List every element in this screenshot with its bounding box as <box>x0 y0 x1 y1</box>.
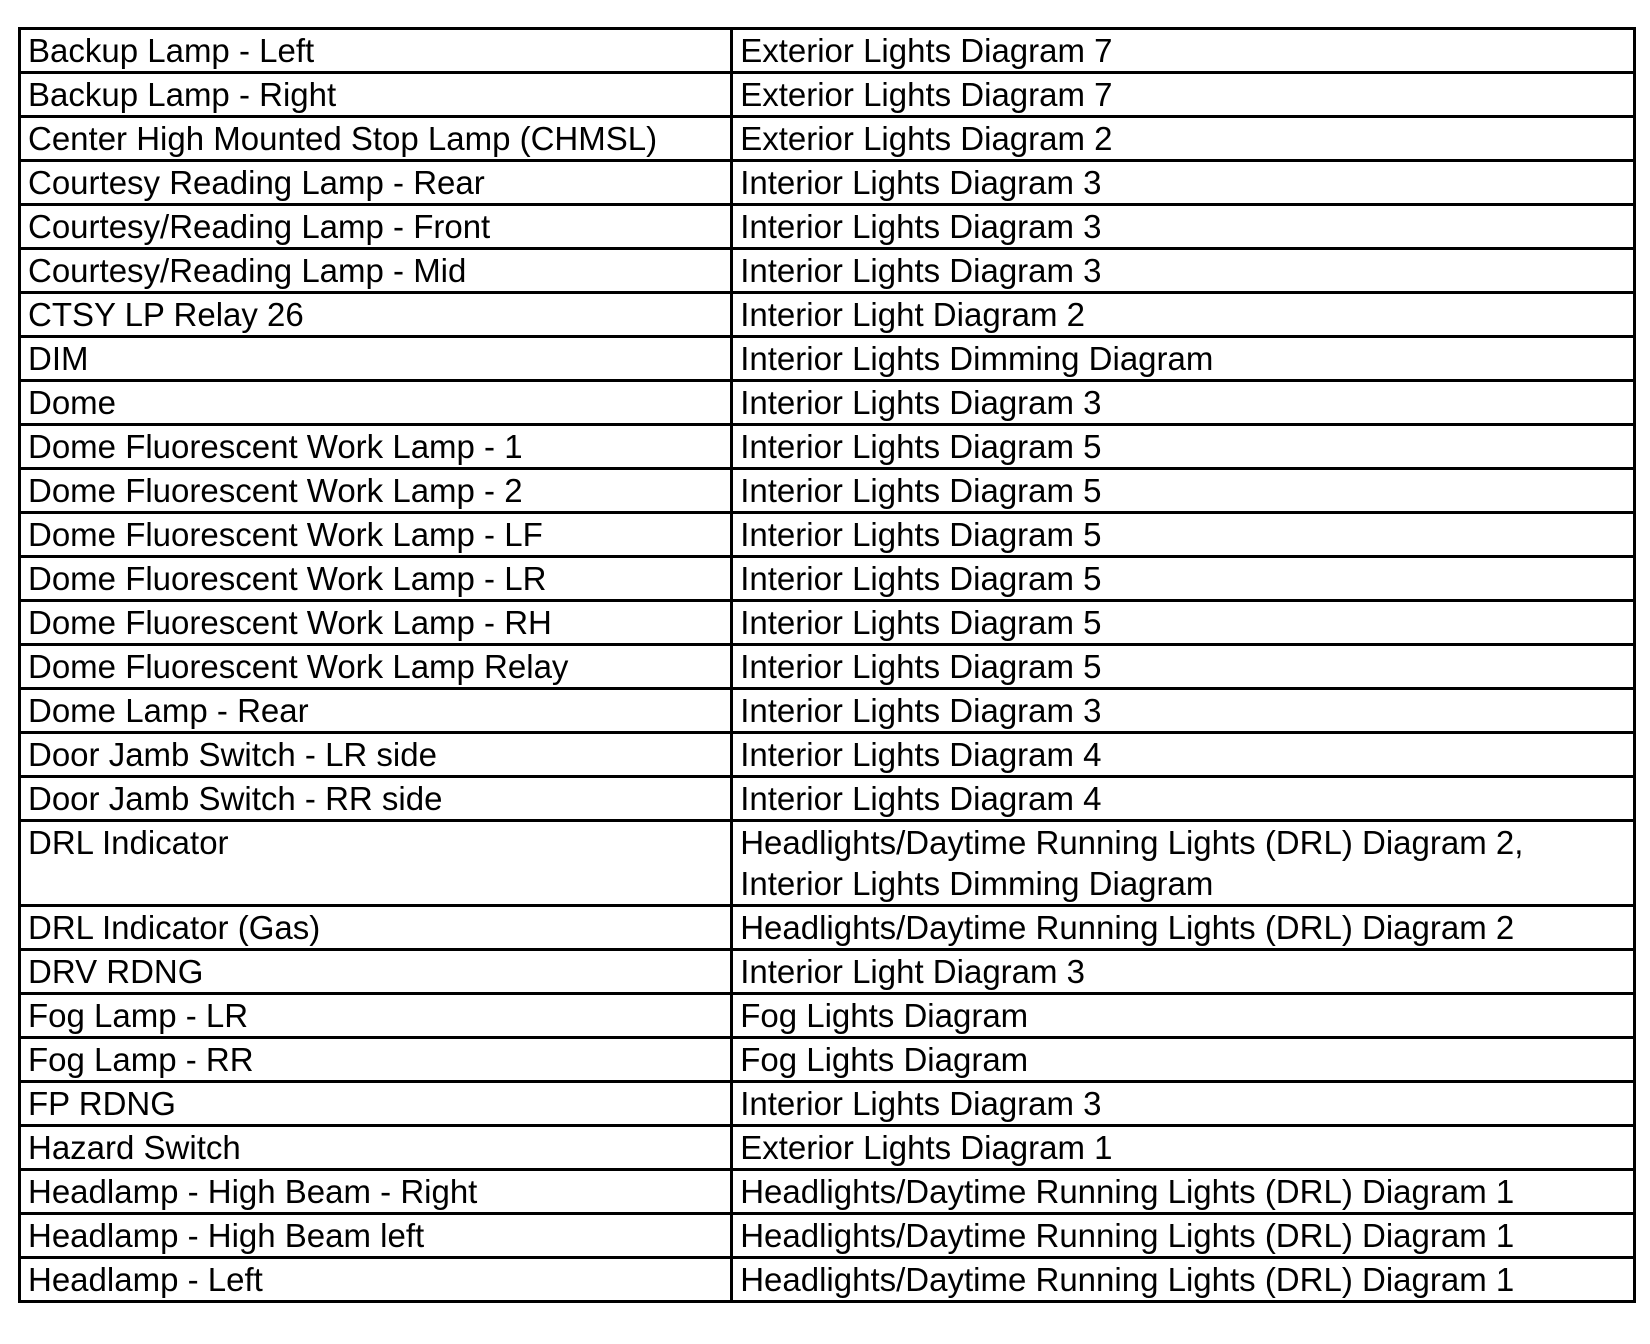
table-row <box>20 293 1635 337</box>
location-cell <box>732 733 1635 777</box>
component-cell <box>20 161 732 205</box>
table-row <box>20 249 1635 293</box>
location-text: Interior Lights Diagram 4 <box>740 736 1102 773</box>
table-row <box>20 1170 1635 1214</box>
component-name: Courtesy/Reading Lamp - Front <box>28 208 491 245</box>
component-cell <box>20 29 732 73</box>
component-name: Dome Lamp - Rear <box>28 692 309 729</box>
location-text: Interior Lights Diagram 3 <box>740 208 1102 245</box>
location-cell <box>732 73 1635 117</box>
location-cell <box>732 337 1635 381</box>
location-cell <box>732 601 1635 645</box>
table-row <box>20 1038 1635 1082</box>
component-name: Dome Fluorescent Work Lamp - RH <box>28 604 552 641</box>
component-name: Backup Lamp - Right <box>28 76 337 113</box>
table-row <box>20 906 1635 950</box>
location-text: Interior Lights Diagram 3 <box>740 1085 1102 1122</box>
component-cell <box>20 994 732 1038</box>
table-row <box>20 513 1635 557</box>
component-name: DRL Indicator <box>28 824 229 861</box>
component-name: Courtesy Reading Lamp - Rear <box>28 164 485 201</box>
table-row <box>20 601 1635 645</box>
location-text: Exterior Lights Diagram 7 <box>740 32 1113 69</box>
location-cell <box>732 950 1635 994</box>
component-name: Dome Fluorescent Work Lamp - LR <box>28 560 547 597</box>
component-cell <box>20 1038 732 1082</box>
component-name: Courtesy/Reading Lamp - Mid <box>28 252 467 289</box>
component-cell <box>20 601 732 645</box>
component-cell <box>20 513 732 557</box>
location-text: Interior Lights Diagram 5 <box>740 560 1102 597</box>
table-row <box>20 469 1635 513</box>
component-cell <box>20 821 732 906</box>
table-row <box>20 645 1635 689</box>
table-row <box>20 821 1635 906</box>
component-name: Dome <box>28 384 117 421</box>
component-name: Dome Fluorescent Work Lamp Relay <box>28 648 569 685</box>
table-row <box>20 73 1635 117</box>
table-row <box>20 733 1635 777</box>
component-cell <box>20 337 732 381</box>
location-cell <box>732 777 1635 821</box>
component-cell <box>20 733 732 777</box>
location-text: Interior Lights Diagram 3 <box>740 164 1102 201</box>
component-cell <box>20 381 732 425</box>
location-cell <box>732 1258 1635 1302</box>
location-text: Headlights/Daytime Running Lights (DRL) Diagram 2 <box>740 909 1515 946</box>
component-cell <box>20 117 732 161</box>
table-row <box>20 425 1635 469</box>
component-name: DRL Indicator (Gas) <box>28 909 321 946</box>
table-row <box>20 1258 1635 1302</box>
location-cell <box>732 689 1635 733</box>
component-name: Fog Lamp - RR <box>28 1041 254 1078</box>
table-row <box>20 1082 1635 1126</box>
location-text: Interior Lights Diagram 5 <box>740 648 1102 685</box>
component-cell <box>20 645 732 689</box>
location-text: Exterior Lights Diagram 2 <box>740 120 1113 157</box>
component-cell <box>20 906 732 950</box>
location-cell <box>732 1214 1635 1258</box>
location-text: Headlights/Daytime Running Lights (DRL) Diagram 1 <box>740 1217 1515 1254</box>
component-cell <box>20 777 732 821</box>
component-cell <box>20 293 732 337</box>
component-cell <box>20 950 732 994</box>
table-row <box>20 1214 1635 1258</box>
table-row <box>20 29 1635 73</box>
component-name: Backup Lamp - Left <box>28 32 315 69</box>
component-cell <box>20 205 732 249</box>
table-body <box>20 29 1635 1302</box>
table-row <box>20 994 1635 1038</box>
location-text: Fog Lights Diagram <box>740 1041 1029 1078</box>
table-row <box>20 1126 1635 1170</box>
location-text: Interior Lights Diagram 5 <box>740 516 1102 553</box>
table-row <box>20 381 1635 425</box>
table-row <box>20 337 1635 381</box>
location-text: Interior Light Diagram 2 <box>740 296 1086 333</box>
table-row <box>20 557 1635 601</box>
component-name: Fog Lamp - LR <box>28 997 249 1034</box>
location-cell <box>732 1038 1635 1082</box>
location-cell <box>732 205 1635 249</box>
component-name: Door Jamb Switch - LR side <box>28 736 437 773</box>
location-text: Headlights/Daytime Running Lights (DRL) Diagram 1 <box>740 1173 1515 1210</box>
location-text: Interior Lights Diagram 5 <box>740 472 1102 509</box>
table-row <box>20 205 1635 249</box>
component-cell <box>20 1214 732 1258</box>
component-name: DRV RDNG <box>28 953 204 990</box>
location-cell <box>732 513 1635 557</box>
component-cell <box>20 1082 732 1126</box>
location-cell <box>732 821 1635 906</box>
location-cell <box>732 161 1635 205</box>
component-cell <box>20 557 732 601</box>
location-cell <box>732 381 1635 425</box>
location-text: Interior Lights Diagram 5 <box>740 428 1102 465</box>
location-text: Fog Lights Diagram <box>740 997 1029 1034</box>
location-text: Interior Light Diagram 3 <box>740 953 1086 990</box>
location-text: Headlights/Daytime Running Lights (DRL) Diagram 1 <box>740 1261 1515 1298</box>
component-name: Headlamp - Left <box>28 1261 263 1298</box>
location-cell <box>732 1126 1635 1170</box>
table-row <box>20 689 1635 733</box>
location-text: Interior Lights Dimming Diagram <box>740 865 1214 902</box>
table-row <box>20 117 1635 161</box>
location-text: Interior Lights Dimming Diagram <box>740 340 1214 377</box>
component-cell <box>20 1126 732 1170</box>
table-row <box>20 161 1635 205</box>
location-cell <box>732 117 1635 161</box>
component-name: Dome Fluorescent Work Lamp - LF <box>28 516 543 553</box>
component-location-table <box>18 27 1636 1303</box>
table-row <box>20 950 1635 994</box>
location-cell <box>732 469 1635 513</box>
location-cell <box>732 1082 1635 1126</box>
location-cell <box>732 293 1635 337</box>
location-cell <box>732 645 1635 689</box>
location-text: Exterior Lights Diagram 1 <box>740 1129 1113 1166</box>
table-row <box>20 777 1635 821</box>
component-name: Headlamp - High Beam left <box>28 1217 425 1254</box>
component-name: FP RDNG <box>28 1085 176 1122</box>
location-text: Interior Lights Diagram 5 <box>740 604 1102 641</box>
location-cell <box>732 557 1635 601</box>
location-cell <box>732 1170 1635 1214</box>
location-text: Interior Lights Diagram 3 <box>740 252 1102 289</box>
component-cell <box>20 1258 732 1302</box>
location-text: Headlights/Daytime Running Lights (DRL) Diagram 2, <box>740 824 1524 861</box>
component-cell <box>20 689 732 733</box>
component-name: Center High Mounted Stop Lamp (CHMSL) <box>28 120 658 157</box>
location-text: Exterior Lights Diagram 7 <box>740 76 1113 113</box>
location-cell <box>732 249 1635 293</box>
location-cell <box>732 994 1635 1038</box>
location-cell <box>732 29 1635 73</box>
location-cell <box>732 906 1635 950</box>
component-name: Headlamp - High Beam - Right <box>28 1173 478 1210</box>
location-text: Interior Lights Diagram 4 <box>740 780 1102 817</box>
component-cell <box>20 249 732 293</box>
component-cell <box>20 73 732 117</box>
component-cell <box>20 1170 732 1214</box>
location-cell <box>732 425 1635 469</box>
component-name: Door Jamb Switch - RR side <box>28 780 443 817</box>
location-text: Interior Lights Diagram 3 <box>740 384 1102 421</box>
component-name: Dome Fluorescent Work Lamp - 1 <box>28 428 523 465</box>
component-name: Dome Fluorescent Work Lamp - 2 <box>28 472 523 509</box>
component-name: CTSY LP Relay 26 <box>28 296 304 333</box>
component-cell <box>20 469 732 513</box>
component-cell <box>20 425 732 469</box>
component-name: Hazard Switch <box>28 1129 241 1166</box>
component-name: DIM <box>28 340 89 377</box>
location-text: Interior Lights Diagram 3 <box>740 692 1102 729</box>
